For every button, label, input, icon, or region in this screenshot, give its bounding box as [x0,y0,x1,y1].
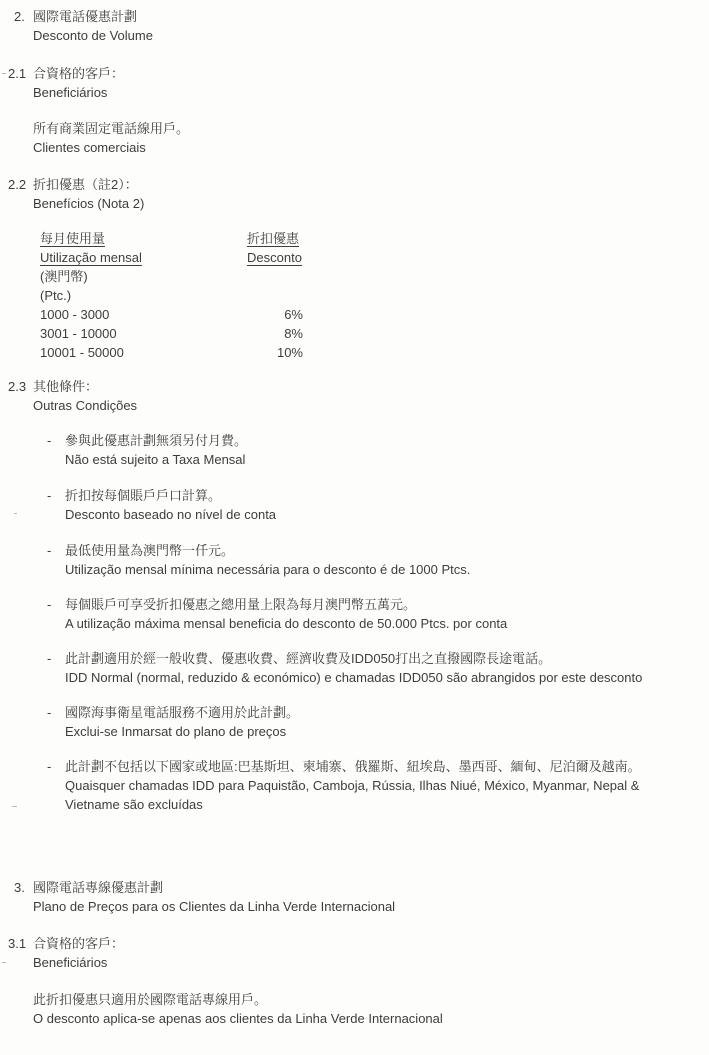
section-3-title-pt: Plano de Preços para os Clientes da Linha Verde Internacional [33,899,396,914]
table-row-range: 3001 - 10000 [40,326,117,341]
scan-artifact [2,73,6,74]
table-row-discount: 8% [284,326,303,341]
bullet-text-pt: Utilização mensal mínima necessária para o desconto é de 1000 Ptcs. [65,562,471,577]
section-3-1-body [0,990,709,1028]
section-3-1-heading [0,934,709,972]
bullet-text-pt: IDD Normal (normal, reduzido & económico) e chamadas IDD050 são abrangidos por este desconto [65,670,643,685]
section-3-title-zh: 國際電話專線優惠計劃 [33,880,164,895]
section-3-1-body-pt: O desconto aplica-se apenas aos clientes da Linha Verde Internacional [33,1011,443,1026]
bullet-text-zh: 折扣按每個賬戶戶口計算。 [65,488,222,503]
section-2-1-body-zh: 所有商業固定電話線用戶。 [33,121,190,136]
scan-artifact [14,513,17,514]
section-3-1-number: 3.1 [8,936,27,951]
section-3-1-title-zh: 合資格的客戶： [33,936,125,951]
section-2-1-body-pt: Clientes comerciais [33,140,146,155]
discount-table [40,229,709,362]
section-2-1-title-pt: Beneficiários [33,85,108,100]
bullet-text-zh: 此計劃適用於經一般收費、優惠收費、經濟收費及IDD050打出之直撥國際長途電話。 [65,651,552,666]
section-2-number: 2. [14,9,25,24]
bullet-text-zh: 此計劃不包括以下國家或地區:巴基斯坦、柬埔寨、俄羅斯、紐埃島、墨西哥、緬甸、尼泊爾及越南。 [65,759,641,774]
discount-column-header-zh: 折扣優惠 [247,231,300,246]
usage-column-header-pt: Utilização mensal [40,250,142,265]
section-2-2-title-pt: Benefícios (Nota 2) [33,196,145,211]
section-2-1-body [0,119,709,157]
condition-bullet-excluded-countries [0,757,709,814]
bullet-dash: - [47,651,52,666]
section-2-1-number: 2.1 [8,66,27,81]
section-2-1-titles [33,64,124,102]
bullet-dash: - [47,488,52,503]
section-3-number: 3. [14,880,25,895]
section-2-title-pt: Desconto de Volume [33,28,153,43]
table-row-range: 1000 - 3000 [40,307,110,322]
table-row-range: 10001 - 50000 [40,345,124,360]
bullet-text-zh: 國際海事衛星電話服務不適用於此計劃。 [65,705,300,720]
condition-bullet-maximum-usage [0,595,709,633]
bullet-dash: - [47,543,52,558]
section-2-1-heading [0,64,709,102]
usage-unit-pt: (Ptc.) [40,288,72,303]
discount-column-header-pt: Desconto [247,250,302,265]
scan-artifact [2,962,6,963]
section-2-2-number: 2.2 [8,177,27,192]
section-3-1-body-zh: 此折扣優惠只適用於國際電話專線用戶。 [33,992,268,1007]
bullet-dash: - [47,759,52,774]
condition-bullet-idd-types [0,649,709,687]
bullet-text-pt: A utilização máxima mensal beneficia do desconto de 50.000 Ptcs. por conta [65,616,508,631]
section-2-2-title-zh: 折扣優惠（註2）： [33,177,138,192]
section-2-2-heading [0,175,709,213]
section-2-titles [33,7,153,45]
section-2-heading [0,7,709,45]
section-2-3-heading [0,377,709,415]
bullet-text-zh: 最低使用量為澳門幣一仟元。 [65,543,235,558]
bullet-dash: - [47,705,52,720]
bullet-text-zh: 參與此優惠計劃無須另付月費。 [65,433,248,448]
bullet-text-pt: Não está sujeito a Taxa Mensal [65,452,246,467]
section-2-3-title-pt: Outras Condições [33,398,138,413]
bullet-text-zh: 每個賬戶可享受折扣優惠之總用量上限為每月澳門幣五萬元。 [65,597,417,612]
bullet-dash: - [47,433,52,448]
section-3-titles [33,878,395,916]
condition-bullet-monthly-fee [0,431,709,469]
condition-bullet-inmarsat [0,703,709,741]
section-2-2-titles [33,175,144,213]
bullet-text-pt: Exclui-se Inmarsat do plano de preços [65,724,287,739]
section-2-3-titles [33,377,137,415]
condition-bullet-account-level [0,486,709,524]
section-2-3-title-zh: 其他條件： [33,379,99,394]
section-2-3-number: 2.3 [8,379,27,394]
condition-bullet-minimum-usage [0,541,709,579]
usage-column-header-zh: 每月使用量 [40,231,106,246]
table-row-discount: 10% [276,345,303,360]
section-2-title-zh: 國際電話優惠計劃 [33,9,138,24]
section-3-heading [0,878,709,916]
section-2-1-title-zh: 合資格的客戶： [33,66,125,81]
section-3-1-titles [33,934,124,972]
bullet-dash: - [47,597,52,612]
scan-artifact [12,806,17,807]
bullet-text-pt: Desconto baseado no nível de conta [65,507,277,522]
table-row-discount: 6% [284,307,303,322]
usage-unit-zh: (澳門幣) [40,269,88,284]
bullet-text-pt: Quaisquer chamadas IDD para Paquistão, Camboja, Rússia, Ilhas Niué, México, Myanmar, Nepal & Vietname são excluídas [65,778,640,812]
section-3-1-title-pt: Beneficiários [33,955,108,970]
